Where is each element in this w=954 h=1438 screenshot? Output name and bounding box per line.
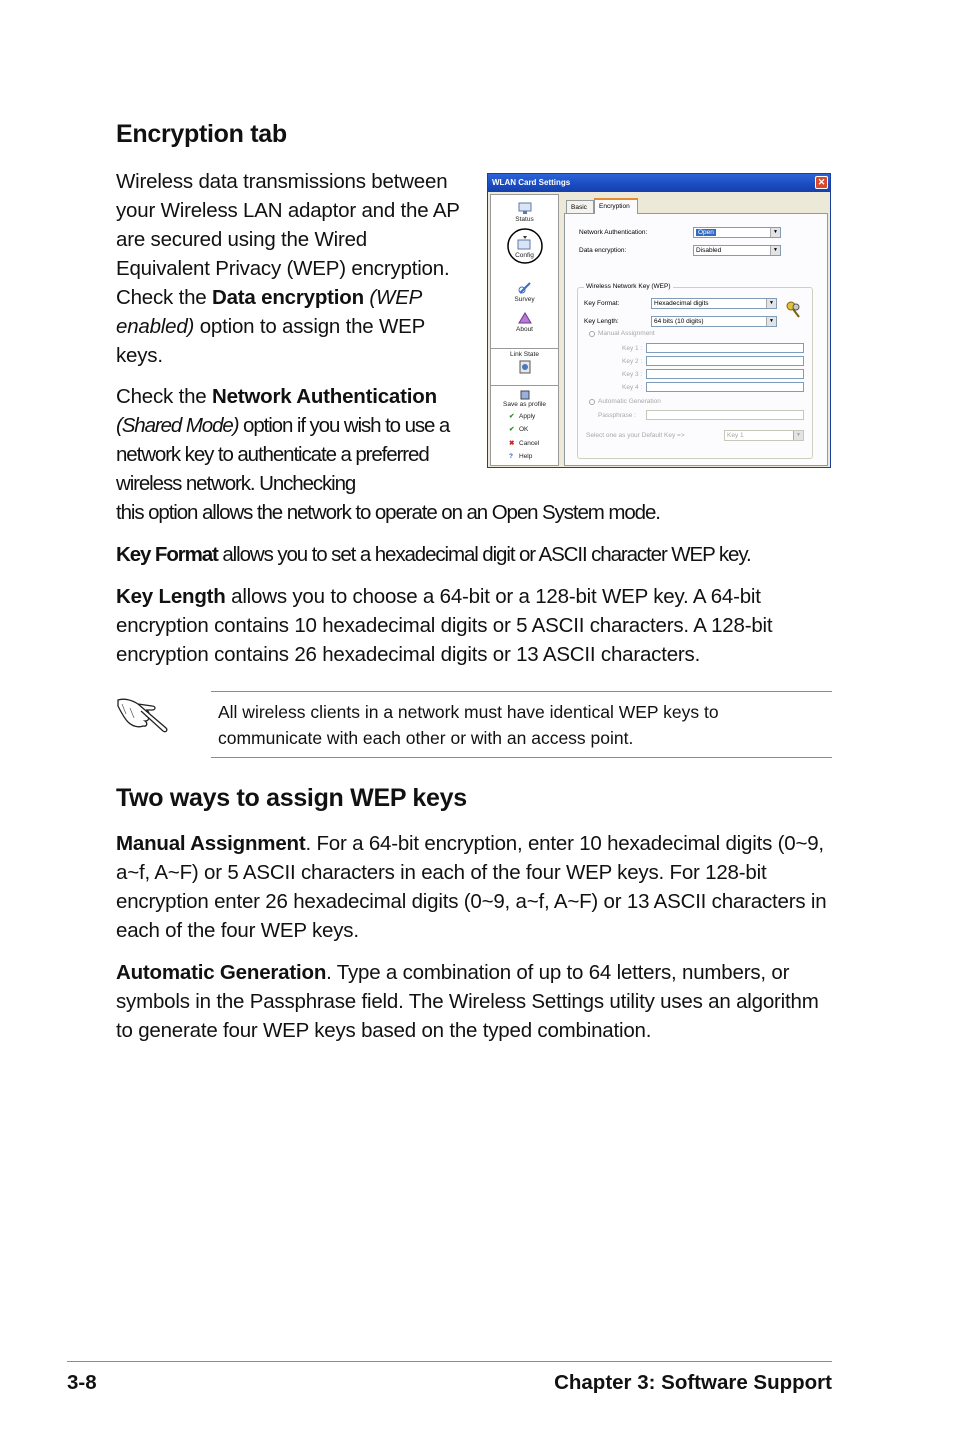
sidebar-item-status[interactable] xyxy=(491,201,558,223)
manual-assignment-term: Manual Assignment xyxy=(116,832,306,855)
sidebar-item-config[interactable] xyxy=(491,238,558,259)
intro-text-1a: Wireless data transmissions between your Wireless LAN adaptor and the AP are secured using the Wired Equivalent Privacy (WEP) encryption. Check the xyxy=(116,170,460,309)
cancel-icon: ✖ xyxy=(509,440,515,447)
cancel-label: Cancel xyxy=(519,440,540,447)
manual-assignment-label: Manual Assignment xyxy=(598,330,655,337)
default-key-value: Key 1 xyxy=(727,432,744,439)
key-format-value: Hexadecimal digits xyxy=(654,300,709,307)
chevron-down-icon: ▼ xyxy=(766,299,776,308)
apply-button[interactable] xyxy=(509,412,535,420)
sidebar-divider xyxy=(491,348,558,349)
config-icon xyxy=(505,226,545,266)
footer-rule xyxy=(67,1361,832,1362)
apply-icon: ✔ xyxy=(509,413,515,420)
heading-two-ways: Two ways to assign WEP keys xyxy=(116,784,467,812)
key-format-label: Key Format: xyxy=(584,300,620,307)
key-format-text: allows you to set a hexadecimal digit or ASCII character WEP key. xyxy=(217,543,751,566)
settings-panel xyxy=(564,198,828,466)
key-format-paragraph xyxy=(116,540,836,569)
key-length-label: Key Length: xyxy=(584,318,619,325)
network-auth-value: Open xyxy=(698,229,714,236)
chevron-down-icon: ▼ xyxy=(770,246,780,255)
network-auth-label: Network Authentication: xyxy=(579,229,648,236)
key-2-label: Key 2 : xyxy=(622,358,643,365)
ok-label: OK xyxy=(519,426,529,433)
key-format-term: Key Format xyxy=(116,543,218,566)
key-length-value: 64 bits (10 digits) xyxy=(654,318,704,325)
sidebar-label: Config xyxy=(515,252,534,259)
key-1-input[interactable] xyxy=(646,343,804,353)
close-icon[interactable]: ✕ xyxy=(815,176,828,189)
save-profile-icon xyxy=(517,390,533,400)
network-authentication-term: Network Authentication xyxy=(212,385,437,408)
chevron-down-icon: ▼ xyxy=(766,317,776,326)
network-auth-select[interactable] xyxy=(693,227,781,238)
manual-assignment-radio[interactable] xyxy=(589,331,595,337)
sidebar-label: Status xyxy=(515,216,534,223)
pointing-hand-icon xyxy=(116,690,172,734)
save-profile-label: Save as profile xyxy=(503,401,546,408)
default-key-select[interactable] xyxy=(724,430,804,441)
note-top-rule xyxy=(211,691,832,692)
page-number: 3-8 xyxy=(67,1371,97,1394)
sidebar-item-link-state[interactable] xyxy=(491,351,558,375)
automatic-generation-term: Automatic Generation xyxy=(116,961,327,984)
intro-paragraph-2 xyxy=(116,382,461,498)
tab-encryption[interactable]: Encryption xyxy=(594,198,638,214)
encryption-tab-body xyxy=(564,213,828,466)
shared-mode-text: (Shared Mode) xyxy=(116,414,239,437)
passphrase-input[interactable] xyxy=(646,410,804,420)
data-encryption-select[interactable] xyxy=(693,245,781,256)
manual-assignment-text: . For a 64-bit encryption, enter 10 hexadecimal digits (0~9, a~f, A~F) or 5 ASCII characters in each of the four WEP keys. For 128-bit encryption enter 26 hexadecimal digits (0~9, a~f, A~F) or 13 ASCII characters in each of the four WEP keys. xyxy=(116,832,827,942)
key-1-label: Key 1 : xyxy=(622,345,643,352)
dialog-titlebar xyxy=(488,174,830,192)
key-format-select[interactable] xyxy=(651,298,777,309)
automatic-generation-paragraph xyxy=(116,958,832,1045)
wlan-settings-dialog xyxy=(487,173,831,468)
dialog-sidebar xyxy=(490,194,559,466)
ok-icon: ✔ xyxy=(509,426,515,433)
sidebar-divider xyxy=(491,385,558,386)
key-length-term: Key Length xyxy=(116,585,226,608)
sidebar-label: Survey xyxy=(514,296,535,303)
sidebar-item-about[interactable] xyxy=(491,311,558,333)
key-3-input[interactable] xyxy=(646,369,804,379)
sidebar-label: Link State xyxy=(510,351,539,358)
note-text: All wireless clients in a network must have identical WEP keys to communicate with each other or with an access point. xyxy=(218,702,719,748)
cancel-button[interactable] xyxy=(509,439,539,447)
key-2-input[interactable] xyxy=(646,356,804,366)
data-encryption-term: Data encryption xyxy=(212,286,364,309)
sidebar-label: About xyxy=(516,326,533,333)
intro-text-2a: Check the xyxy=(116,385,212,408)
heading-encryption-tab: Encryption tab xyxy=(116,120,287,148)
save-as-profile-button[interactable] xyxy=(491,390,558,408)
data-encryption-label: Data encryption: xyxy=(579,247,627,254)
chevron-down-icon: ▼ xyxy=(770,228,780,237)
passphrase-label: Passphrase : xyxy=(598,412,636,419)
keys-icon xyxy=(784,300,802,320)
tab-basic[interactable]: Basic xyxy=(566,200,594,213)
wep-group-title: Wireless Network Key (WEP) xyxy=(586,283,671,290)
note-bottom-rule xyxy=(211,757,832,758)
key-length-select[interactable] xyxy=(651,316,777,327)
link-state-icon xyxy=(517,360,533,374)
dialog-title: WLAN Card Settings xyxy=(492,178,571,187)
manual-assignment-paragraph xyxy=(116,829,832,945)
wep-key-group xyxy=(577,283,813,459)
key-4-input[interactable] xyxy=(646,382,804,392)
help-icon: ? xyxy=(509,453,513,460)
key-3-label: Key 3 : xyxy=(622,371,643,378)
data-encryption-value: Disabled xyxy=(696,247,722,254)
automatic-generation-radio[interactable] xyxy=(589,399,595,405)
default-key-label: Select one as your Default Key => xyxy=(586,432,685,439)
apply-label: Apply xyxy=(519,413,536,420)
wep-enabled-text: (WEP enabled) xyxy=(116,286,422,338)
intro-paragraph-2-tail: this option allows the network to operate on an Open System mode. xyxy=(116,501,660,524)
intro-paragraph-1 xyxy=(116,167,461,370)
survey-icon xyxy=(517,281,533,295)
intro-text-2d: option if you wish to use a network key to authenticate a preferred wireless network. Unchecking xyxy=(116,414,450,495)
chapter-title: Chapter 3: Software Support xyxy=(554,1371,832,1394)
help-label: Help xyxy=(519,453,533,460)
automatic-generation-text: . Type a combination of up to 64 letters, numbers, or symbols in the Passphrase field. The Wireless Settings utility uses an algorithm to generate four WEP keys based on the typed combination. xyxy=(116,961,819,1042)
key-4-label: Key 4 : xyxy=(622,384,643,391)
status-icon xyxy=(517,201,533,215)
intro-text-1d: option to assign the WEP keys. xyxy=(116,315,425,367)
about-icon xyxy=(517,311,533,325)
automatic-generation-label: Automatic Generation xyxy=(598,398,661,405)
key-length-paragraph xyxy=(116,582,832,669)
help-button[interactable] xyxy=(509,453,532,460)
key-length-text: allows you to choose a 64-bit or a 128-bit WEP key. A 64-bit encryption contains 10 hexadecimal digits or 5 ASCII characters. A 128-bit encryption contains 26 hexadecimal digits or 13 ASCII characters. xyxy=(116,585,773,666)
sidebar-item-survey[interactable] xyxy=(491,281,558,303)
ok-button[interactable] xyxy=(509,425,528,433)
chevron-down-icon: ▼ xyxy=(793,431,803,440)
